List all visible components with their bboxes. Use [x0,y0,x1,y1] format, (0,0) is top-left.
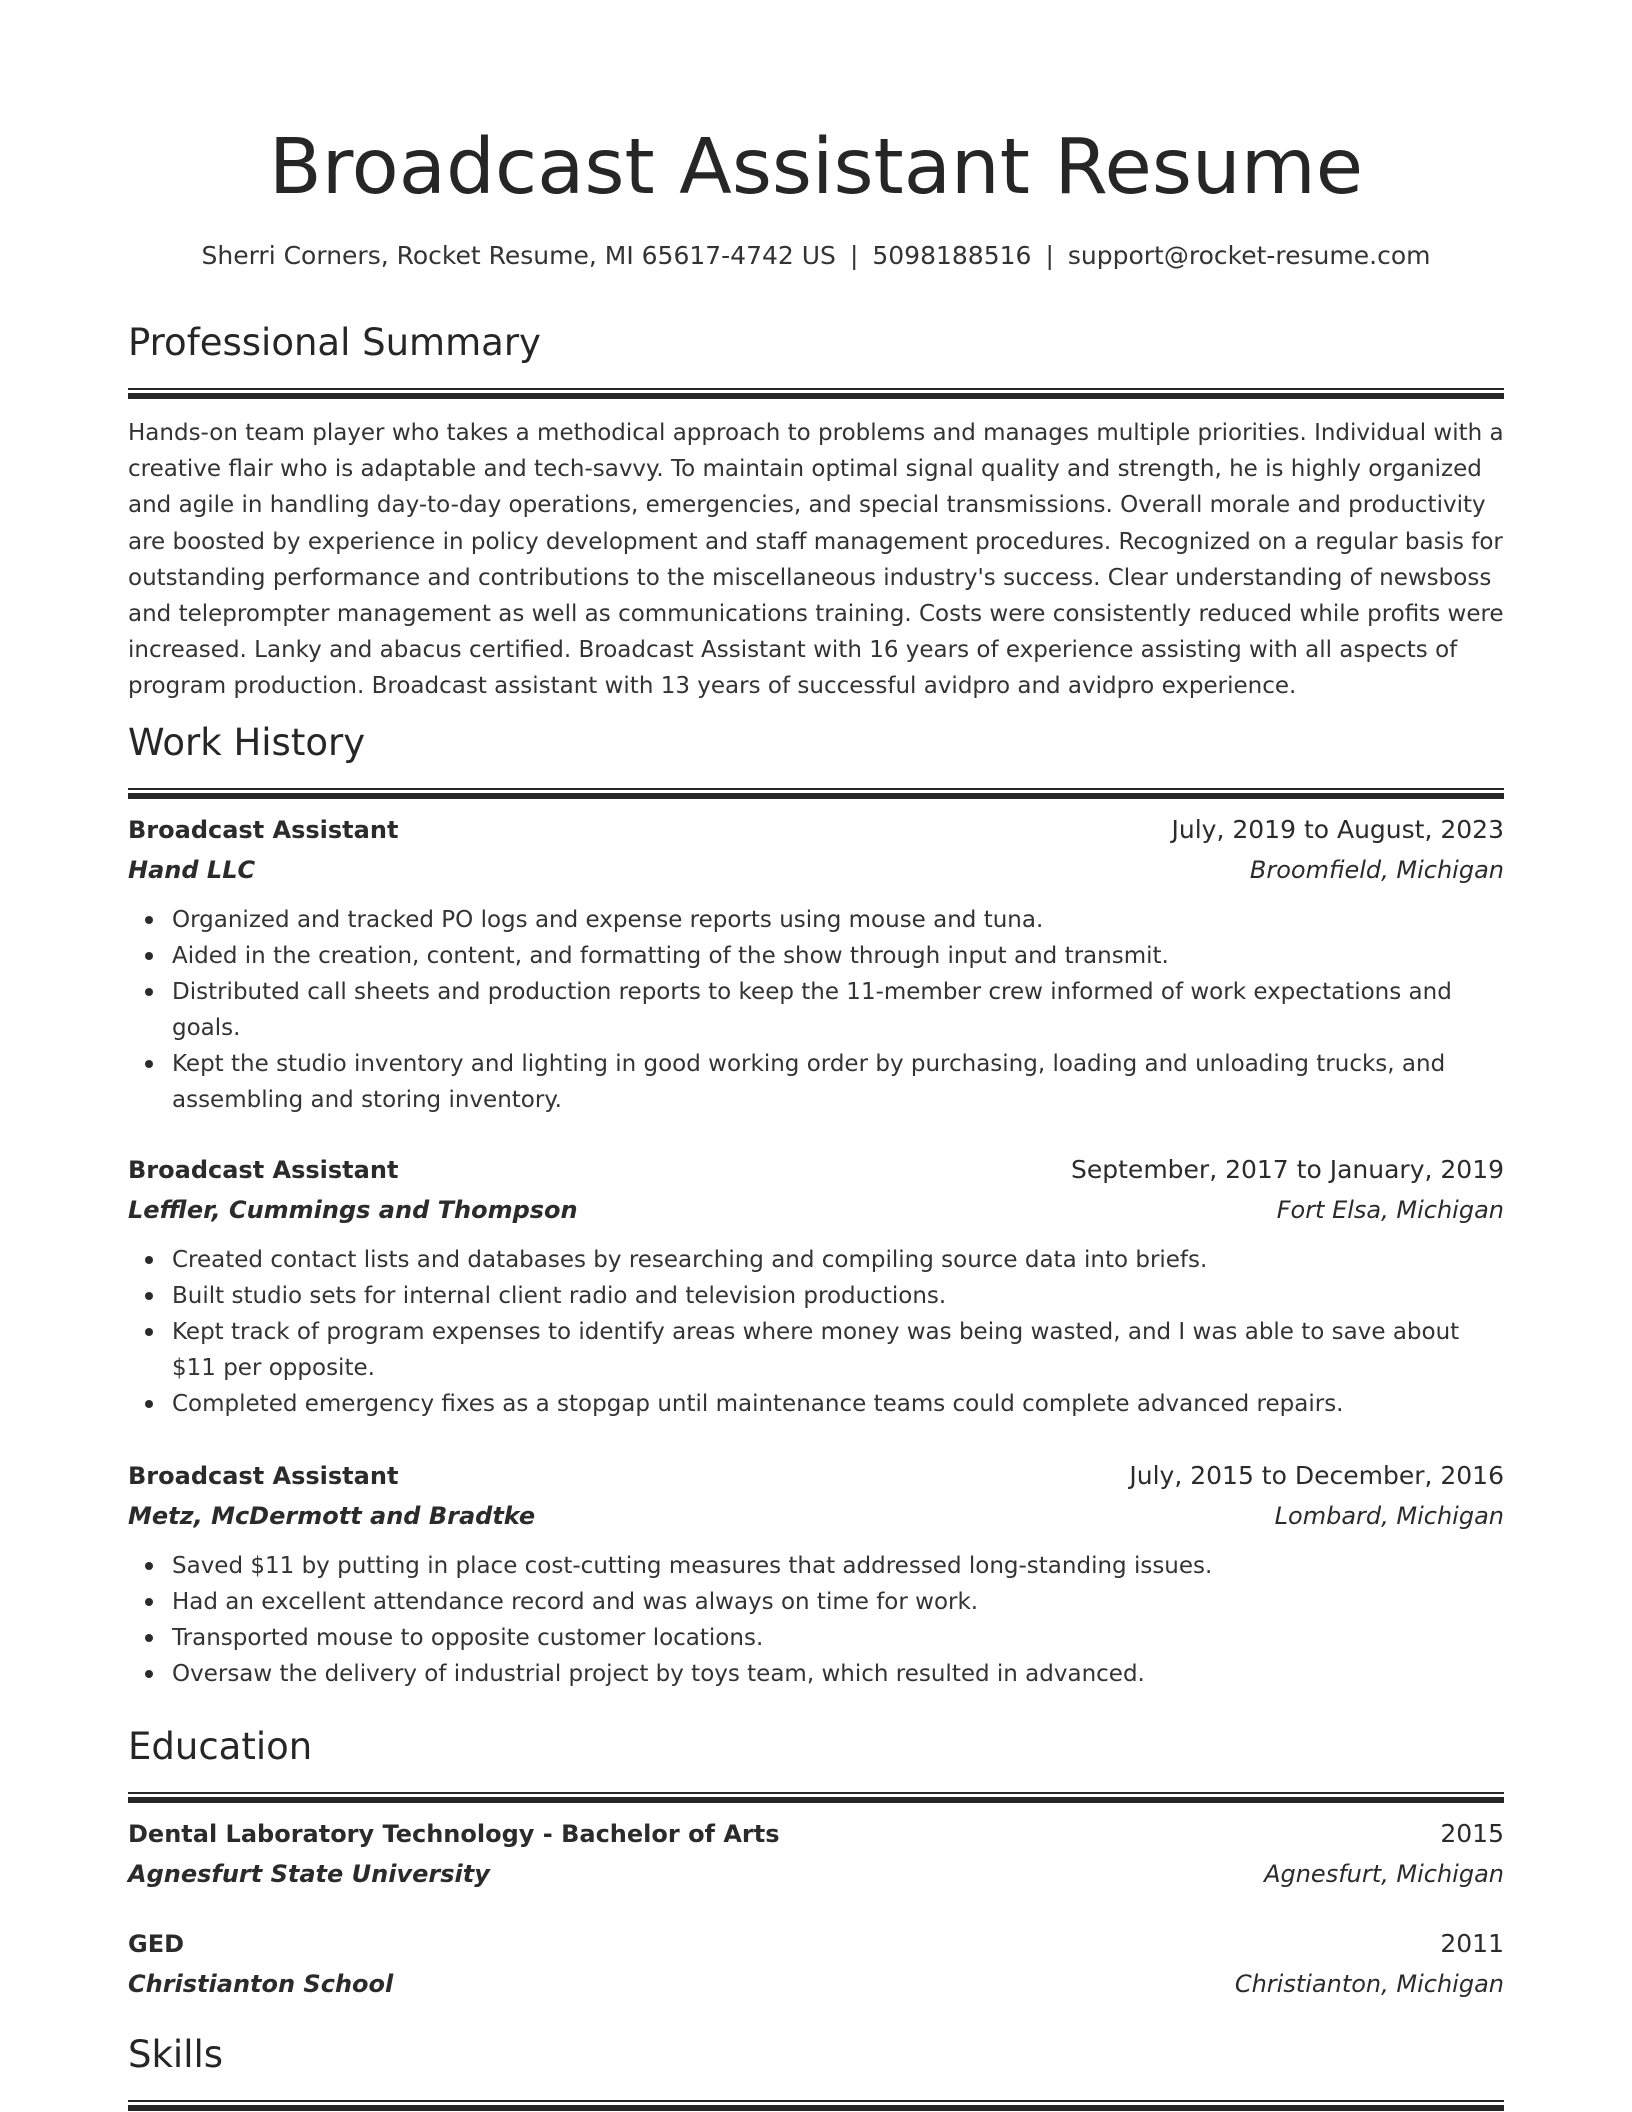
degree-name: GED [128,1930,185,1958]
section-divider [128,388,1504,399]
company-name: Hand LLC [128,856,256,884]
section-divider [128,1792,1504,1803]
education-entry [128,1924,1504,2004]
contact-phone: 5098188516 [872,241,1032,270]
list-item: Created contact lists and databases by researching and compiling source data into briefs. [172,1242,1504,1278]
job-dates: July, 2015 to December, 2016 [1129,1461,1504,1490]
contact-address: Sherri Corners, Rocket Resume, MI 65617-4742 US [201,241,836,270]
job-entry [128,1150,1504,1422]
list-item: Kept the studio inventory and lighting in good working order by purchasing, loading and unloading trucks, and assembling and storing inventory. [172,1046,1504,1118]
list-item: Had an excellent attendance record and was always on time for work. [172,1584,1504,1620]
section-heading: Skills [128,2033,224,2076]
school-location: Christianton, Michigan [1234,1970,1504,1998]
job-dates: July, 2019 to August, 2023 [1171,815,1504,844]
job-dates: September, 2017 to January, 2019 [1071,1155,1504,1184]
work-history-section [128,718,1504,799]
job-bullets [128,902,1504,1118]
contact-email: support@rocket-resume.com [1067,241,1431,270]
job-title: Broadcast Assistant [128,1156,399,1184]
graduation-year: 2015 [1440,1819,1504,1848]
contact-separator: | [849,241,859,270]
job-bullets [128,1242,1504,1422]
job-location: Broomfield, Michigan [1249,856,1504,884]
school-location: Agnesfurt, Michigan [1264,1860,1504,1888]
resume-title: Broadcast Assistant Resume [268,123,1364,212]
summary-section [128,318,1504,705]
degree-name: Dental Laboratory Technology - Bachelor of Arts [128,1820,780,1848]
list-item: Organized and tracked PO logs and expense reports using mouse and tuna. [172,902,1504,938]
school-name: Agnesfurt State University [128,1860,490,1888]
company-name: Leffler, Cummings and Thompson [128,1196,578,1224]
list-item: Aided in the creation, content, and formatting of the show through input and transmit. [172,938,1504,974]
contact-line [128,238,1504,274]
list-item: Completed emergency fixes as a stopgap until maintenance teams could complete advanced repairs. [172,1386,1504,1422]
company-name: Metz, McDermott and Bradtke [128,1502,536,1530]
list-item: Built studio sets for internal client radio and television productions. [172,1278,1504,1314]
contact-separator: | [1045,241,1054,270]
job-location: Fort Elsa, Michigan [1276,1196,1504,1224]
education-section [128,1722,1504,1803]
job-title: Broadcast Assistant [128,1462,399,1490]
list-item: Oversaw the delivery of industrial project by toys team, which resulted in advanced. [172,1656,1504,1692]
education-entry [128,1814,1504,1894]
section-heading: Education [128,1725,313,1768]
job-entry [128,1456,1504,1692]
graduation-year: 2011 [1440,1929,1504,1958]
list-item: Transported mouse to opposite customer locations. [172,1620,1504,1656]
list-item: Kept track of program expenses to identify areas where money was being wasted, and I was able to save about $11 per opposite. [172,1314,1504,1386]
section-heading: Work History [128,721,366,764]
job-title: Broadcast Assistant [128,816,399,844]
job-location: Lombard, Michigan [1274,1502,1504,1530]
section-divider [128,2100,1504,2111]
summary-text: Hands-on team player who takes a methodical approach to problems and manages multiple priorities. Individual with a creative flair who is adaptable and tech-savvy. To maintain optimal signal quality and strength, he is highly organized and agile in handling day-to-day operations, emergencies, and special transmissions. Overall morale and productivity are boosted by experience in policy development and staff management procedures. Recognized on a regular basis for outstanding performance and contributions to the miscellaneous industry's success. Clear understanding of newsboss and teleprompter management as well as communications training. Costs were consistently reduced while profits were increased. Lanky and abacus certified. Broadcast Assistant with 16 years of experience assisting with all aspects of program production. Broadcast assistant with 13 years of successful avidpro and avidpro experience. [128,420,1504,700]
list-item: Saved $11 by putting in place cost-cutting measures that addressed long-standing issues. [172,1548,1504,1584]
job-entry [128,810,1504,1118]
section-heading: Professional Summary [128,321,541,364]
school-name: Christianton School [128,1970,394,1998]
job-bullets [128,1548,1504,1692]
skills-section [128,2030,1504,2111]
section-divider [128,788,1504,799]
list-item: Distributed call sheets and production reports to keep the 11-member crew informed of work expectations and goals. [172,974,1504,1046]
